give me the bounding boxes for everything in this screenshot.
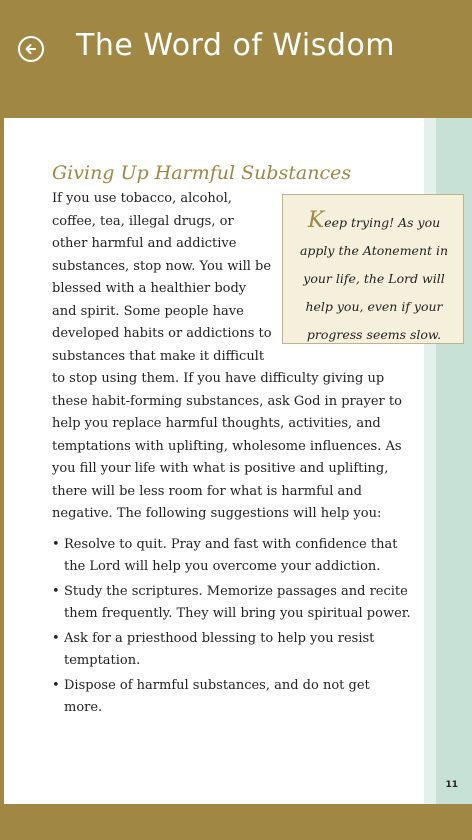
intro-text: If you use tobacco, alcohol, coffee, tea, illegal drugs, or other harmful and addictive substances, stop now. You will be blessed with a healthier body and spirit. Some people have developed habits or addictions to substances that make it difficult to stop using them. If you have difficulty giving up these habit-forming substances, ask God in prayer to help you replace harmful thoughts, activities, and temptations with uplifting, wholesome influences. As you fill your life with what is positive and uplifting, there will be less room for what is harmful and negative. The following suggestions will help you: — [52, 191, 402, 521]
intro-paragraph — [52, 188, 449, 526]
back-arrow-icon — [23, 41, 39, 57]
list-item: • Resolve to quit. Pray and fast with confidence that the Lord will help you overcome your addiction. — [52, 534, 412, 578]
app-title: The Word of Wisdom — [76, 28, 396, 63]
list-item: • Ask for a priesthood blessing to help you resist temptation. — [52, 628, 412, 672]
app-footer — [0, 804, 472, 840]
list-item: • Dispose of harmful substances, and do not get more. — [52, 675, 412, 719]
book-page[interactable] — [4, 118, 472, 804]
callout-box — [282, 194, 464, 344]
back-button[interactable] — [18, 36, 44, 62]
suggestion-list — [52, 534, 412, 719]
app-header — [0, 0, 472, 116]
callout-drop-cap: K — [307, 208, 325, 233]
section-heading: Giving Up Harmful Substances — [52, 162, 352, 184]
page-number: 11 — [445, 780, 458, 790]
list-item: • Study the scriptures. Memorize passages and recite them frequently. They will bring you spiritual power. — [52, 581, 412, 625]
page-content — [52, 162, 449, 722]
callout-text: eep trying! As you apply the Atonement in your life, the Lord will help you, even if your progress seems slow. — [299, 215, 449, 342]
